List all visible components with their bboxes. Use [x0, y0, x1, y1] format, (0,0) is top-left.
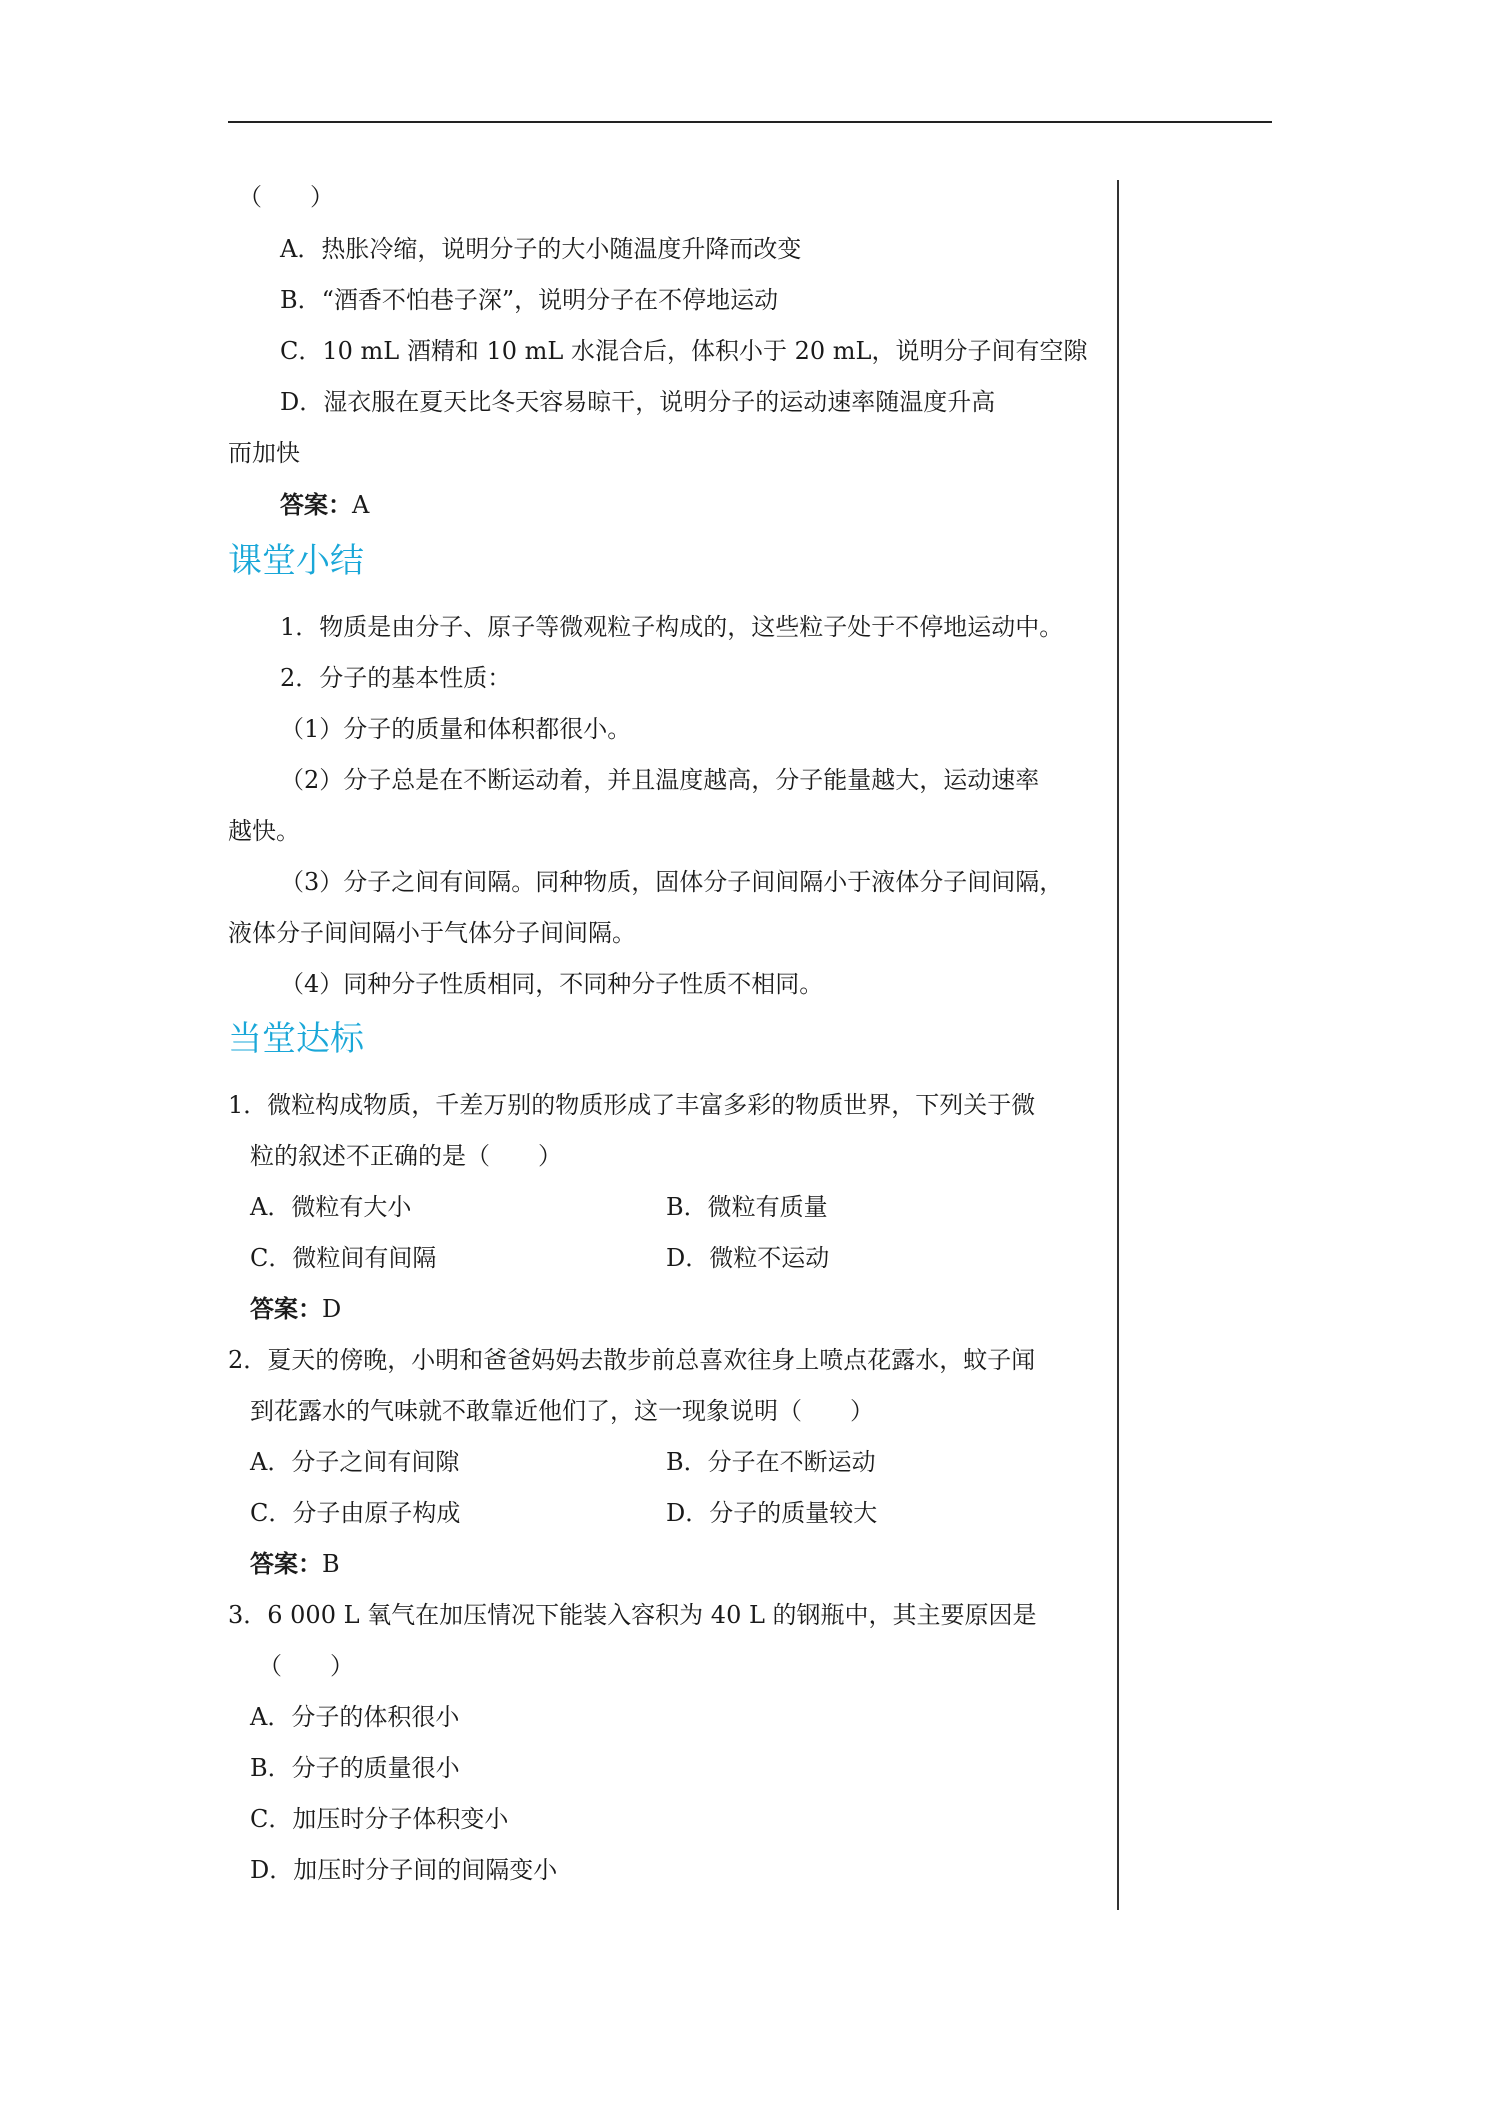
- answer-value: D: [322, 1295, 342, 1323]
- summary-line: 2．分子的基本性质：: [280, 664, 512, 692]
- option-a: A．热胀冷缩，说明分子的大小随温度升降而改变: [280, 235, 802, 263]
- summary-line: （4）同种分子性质相同，不同种分子性质不相同。: [280, 970, 824, 998]
- q2-option-d: D．分子的质量较大: [666, 1499, 878, 1527]
- q2-option-a: A．分子之间有间隙: [250, 1448, 460, 1476]
- answer-label: 答案：: [250, 1549, 322, 1578]
- summary-line: 越快。: [228, 817, 300, 845]
- summary-line: （2）分子总是在不断运动着，并且温度越高，分子能量越大，运动速率: [280, 766, 1040, 794]
- answer-value: B: [322, 1550, 340, 1578]
- section-heading-summary: 课堂小结: [228, 541, 364, 581]
- section-heading-practice: 当堂达标: [228, 1019, 364, 1059]
- option-d: D．湿衣服在夏天比冬天容易晾干，说明分子的运动速率随温度升高: [280, 388, 996, 416]
- q3-option-d: D．加压时分子间的间隔变小: [250, 1856, 558, 1884]
- q2-option-b: B．分子在不断运动: [666, 1448, 876, 1476]
- q2-option-c: C．分子由原子构成: [250, 1499, 461, 1527]
- option-d-continued: 而加快: [228, 439, 300, 467]
- q1-option-d: D．微粒不运动: [666, 1244, 830, 1272]
- answer-label: 答案：: [250, 1294, 322, 1323]
- q3-option-c: C．加压时分子体积变小: [250, 1805, 509, 1833]
- q1-answer: [250, 1294, 341, 1324]
- question-2-stem-continued: 到花露水的气味就不敢靠近他们了，这一现象说明（ ）: [250, 1397, 874, 1425]
- question-2-stem: 2．夏天的傍晚，小明和爸爸妈妈去散步前总喜欢往身上喷点花露水，蚊子闻: [228, 1346, 1036, 1374]
- q3-option-b: B．分子的质量很小: [250, 1754, 460, 1782]
- q1-option-b: B．微粒有质量: [666, 1193, 828, 1221]
- question-3-stem: 3．6 000 L 氧气在加压情况下能装入容积为 40 L 的钢瓶中，其主要原因是: [228, 1601, 1037, 1629]
- question-1-stem: 1．微粒构成物质，千差万别的物质形成了丰富多彩的物质世界，下列关于微: [228, 1091, 1036, 1119]
- q3-option-a: A．分子的体积很小: [250, 1703, 460, 1731]
- summary-line: 1．物质是由分子、原子等微观粒子构成的，这些粒子处于不停地运动中。: [280, 613, 1064, 641]
- option-c: C．10 mL 酒精和 10 mL 水混合后，体积小于 20 mL，说明分子间有空隙: [280, 337, 1088, 365]
- answer-value: A: [352, 491, 370, 519]
- answer-line: [280, 490, 369, 520]
- question-paren: （ ）: [238, 183, 334, 211]
- q1-option-a: A．微粒有大小: [250, 1193, 412, 1221]
- summary-line: （3）分子之间有间隔。同种物质，固体分子间间隔小于液体分子间间隔，: [280, 868, 1064, 896]
- summary-line: （1）分子的质量和体积都很小。: [280, 715, 632, 743]
- summary-line: 液体分子间间隔小于气体分子间间隔。: [228, 919, 636, 947]
- answer-label: 答案：: [280, 490, 352, 519]
- q1-option-c: C．微粒间有间隔: [250, 1244, 437, 1272]
- header-rule: [228, 121, 1272, 123]
- question-3-paren: （ ）: [258, 1652, 354, 1680]
- margin-rule: [1117, 180, 1119, 1910]
- q2-answer: [250, 1549, 340, 1579]
- option-b: B．“酒香不怕巷子深”，说明分子在不停地运动: [280, 286, 779, 314]
- question-1-stem-continued: 粒的叙述不正确的是（ ）: [250, 1142, 562, 1170]
